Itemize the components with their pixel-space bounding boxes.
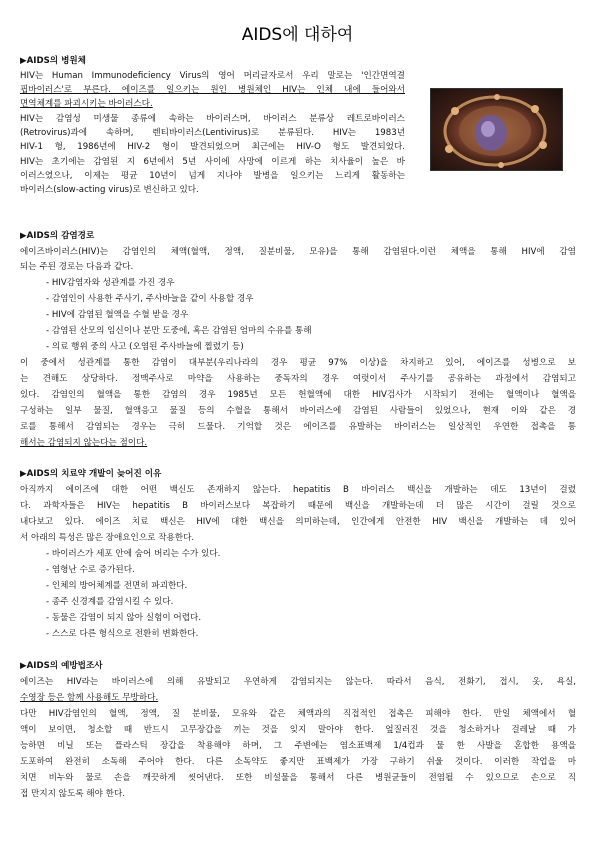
paragraph-line: 는 견해도 상당하다. 정맥주사로 마약을 사용하는 중독자의 경우 여럿이서 주사기를 공유하는 과정에서 감염되고 (20, 374, 576, 384)
paragraph-line: HIV는 초기에는 감염된 지 6년에서 5년 사이에 사망에 이르게 하는 치사율이 높은 바 (20, 157, 405, 167)
list-item: - HIV감염자와 성관계를 가진 경우 (46, 278, 175, 288)
section-heading-treatment: ▶AIDS의 치료약 개발이 늦어진 이유 (20, 469, 162, 479)
paragraph-line: 액이 보이면, 청소할 때 반드시 고무장갑을 끼는 것을 잊지 말아야 한다. 엎질러진 것을 청소하거나 걸레날 때 가 (20, 725, 576, 735)
paragraph-line: 도포하여 완전히 소독해 주어야 한다. 다른 소독약도 좋지만 표백제가 가장 구하기 쉬울 것이다. 이러한 작업을 마 (20, 757, 576, 767)
paragraph-line: 이러스였으나, 이제는 평균 10년이 넘게 지나야 발병을 일으키는 느리게 활동하는 (20, 171, 405, 181)
paragraph-line: 구성하는 일부 물질, 혈액응고 물질 등의 수혈을 통해서 바이러스에 감염된 사람들이 있었으나, 현재 이와 같은 경 (20, 406, 576, 416)
paragraph-line: 에이즈바이러스(HIV)는 감염인의 체액(혈액, 정액, 질분비물, 모유)을 통해 감염된다.이런 체액을 통해 HIV에 감염 (20, 247, 576, 257)
list-item: - 염형난 수로 증가된다. (46, 565, 135, 575)
paragraph-line: 해서는 감염되지 않는다는 점이다. (20, 438, 148, 448)
section-heading-infection-route: ▶AIDS의 감염경로 (20, 231, 95, 241)
paragraph-line: HIV는 감염성 미생물 종류에 속하는 바이러스며, 바이러스 분류상 레트로바이러스 (20, 114, 405, 124)
paragraph-line: 다. 과학자들은 HIV는 hepatitis B 바이러스보다 복잡하기 때문에 백신을 개발하는데 더 많은 시간이 걸릴 것으로 (20, 501, 576, 511)
paragraph-line: 내다보고 있다. 에이즈 치료 백신은 HIV에 대한 백신을 의미하는데, 인간에게 안전한 HIV 백신을 개발하는 데 있어 (20, 517, 576, 527)
paragraph-line: 되는 주된 경로는 다음과 같다. (20, 262, 134, 272)
list-item: - 감염된 산모의 임신이나 분만 도중에, 혹은 감염된 엄마의 수유를 통해 (46, 326, 312, 336)
paragraph-line: 아직까지 에이즈에 대한 어떤 백신도 존재하지 않는다. hepatitis B 바이러스 백신을 개발하는 데도 13년이 걸렸 (20, 485, 576, 495)
section-heading-prevention: ▶AIDS의 예방법조사 (20, 661, 103, 671)
list-item: - 동물은 감염이 되지 않아 실험이 어렵다. (46, 613, 202, 623)
list-item: - 의료 행위 중의 사고 (오염된 주사바늘에 찔렸기 등) (46, 342, 244, 352)
paragraph-line: 서 아래의 특성은 많은 장애요인으로 작용한다. (20, 533, 195, 543)
paragraph-line: 에이즈는 HIV라는 바이러스에 의해 유발되고 우연하게 감염되지는 않는다. 따라서 음식, 전화기, 접시, 옷, 욕실, (20, 677, 576, 687)
list-item: - HIV에 감염된 혈액을 수혈 받을 경우 (46, 310, 189, 320)
paragraph-line: (Retrovirus)과에 속하며, 렌티바이러스(Lentivirus)로 분류된다. HIV는 1983년 (20, 128, 405, 138)
paragraph-line: 능하면 비닐 또는 플라스틱 장갑을 착용해야 하며, 그 주변에는 염소표백제 1/4컵과 물 한 사발을 혼합한 용액을 (20, 741, 576, 751)
list-item: - 바이러스가 세포 안에 숨어 버리는 수가 있다. (46, 549, 221, 559)
list-item: - 감염인이 사용한 주사기, 주사바늘을 같이 사용할 경우 (46, 294, 254, 304)
section-heading-pathogen: ▶AIDS의 병원체 (20, 56, 86, 66)
paragraph-line: HIV-1 형, 1986년에 HIV-2 형이 발견되었으며 최근에는 HIV-O 형도 발견되었다. (20, 142, 405, 152)
paragraph-line: 이 중에서 성관계를 통한 감염이 대부분(우리나라의 경우 평균 97% 이상)을 차지하고 있어, 에이즈를 성병으로 보 (20, 358, 576, 368)
paragraph-line: 다만 HIV감염인의 혈액, 정액, 질 분비물, 모유와 같은 체액과의 직접적인 접촉은 피해야 한다. 만일 체액에서 혈 (20, 709, 576, 719)
paragraph-line: 수영장 등은 함께 사용해도 무방하다. (20, 693, 159, 703)
page-title: AIDS에 대하여 (241, 25, 354, 45)
list-item: - 인체의 방어체계를 전면히 파괴한다. (46, 581, 188, 591)
paragraph-line: 로를 통해서 감염되는 경우는 극히 드물다. 기억할 것은 에이즈를 유발하는 바이러스는 일상적인 우연한 접촉을 통 (20, 422, 576, 432)
paragraph-line: 면역체계를 파괴시키는 바이러스다. (20, 99, 153, 109)
paragraph-line: HIV는 Human Immunodeficiency Virus의 영어 머리글자로서 우리 말로는 '인간면역결 (20, 71, 405, 81)
paragraph-line: 바이러스(slow-acting virus)로 변신하고 있다. (20, 185, 199, 195)
paragraph-line: 접 만지지 않도록 해야 한다. (20, 789, 125, 799)
hiv-virus-image (430, 88, 563, 171)
paragraph-line: 있다. 감염인의 혈액을 통한 감염의 경우 1985년 모든 헌혈액에 대한 HIV검사가 시작되기 전에는 혈액이나 혈액을 (20, 390, 576, 400)
paragraph-line: 치면 비누와 물로 손을 깨끗하게 씻어낸다. 또한 비설물을 통해서 다른 병원균들이 전염될 수 있으므로 손으로 직 (20, 773, 576, 783)
list-item: - 스스로 다른 형식으로 전환히 변화한다. (46, 629, 199, 639)
paragraph-line: 핍바이러스'로 부른다. 에이즈를 일으키는 원인 병원체인 HIV는 인체 내에 들어와서 (20, 85, 405, 95)
list-item: - 종주 신경계를 감염시킬 수 있다. (46, 597, 174, 607)
